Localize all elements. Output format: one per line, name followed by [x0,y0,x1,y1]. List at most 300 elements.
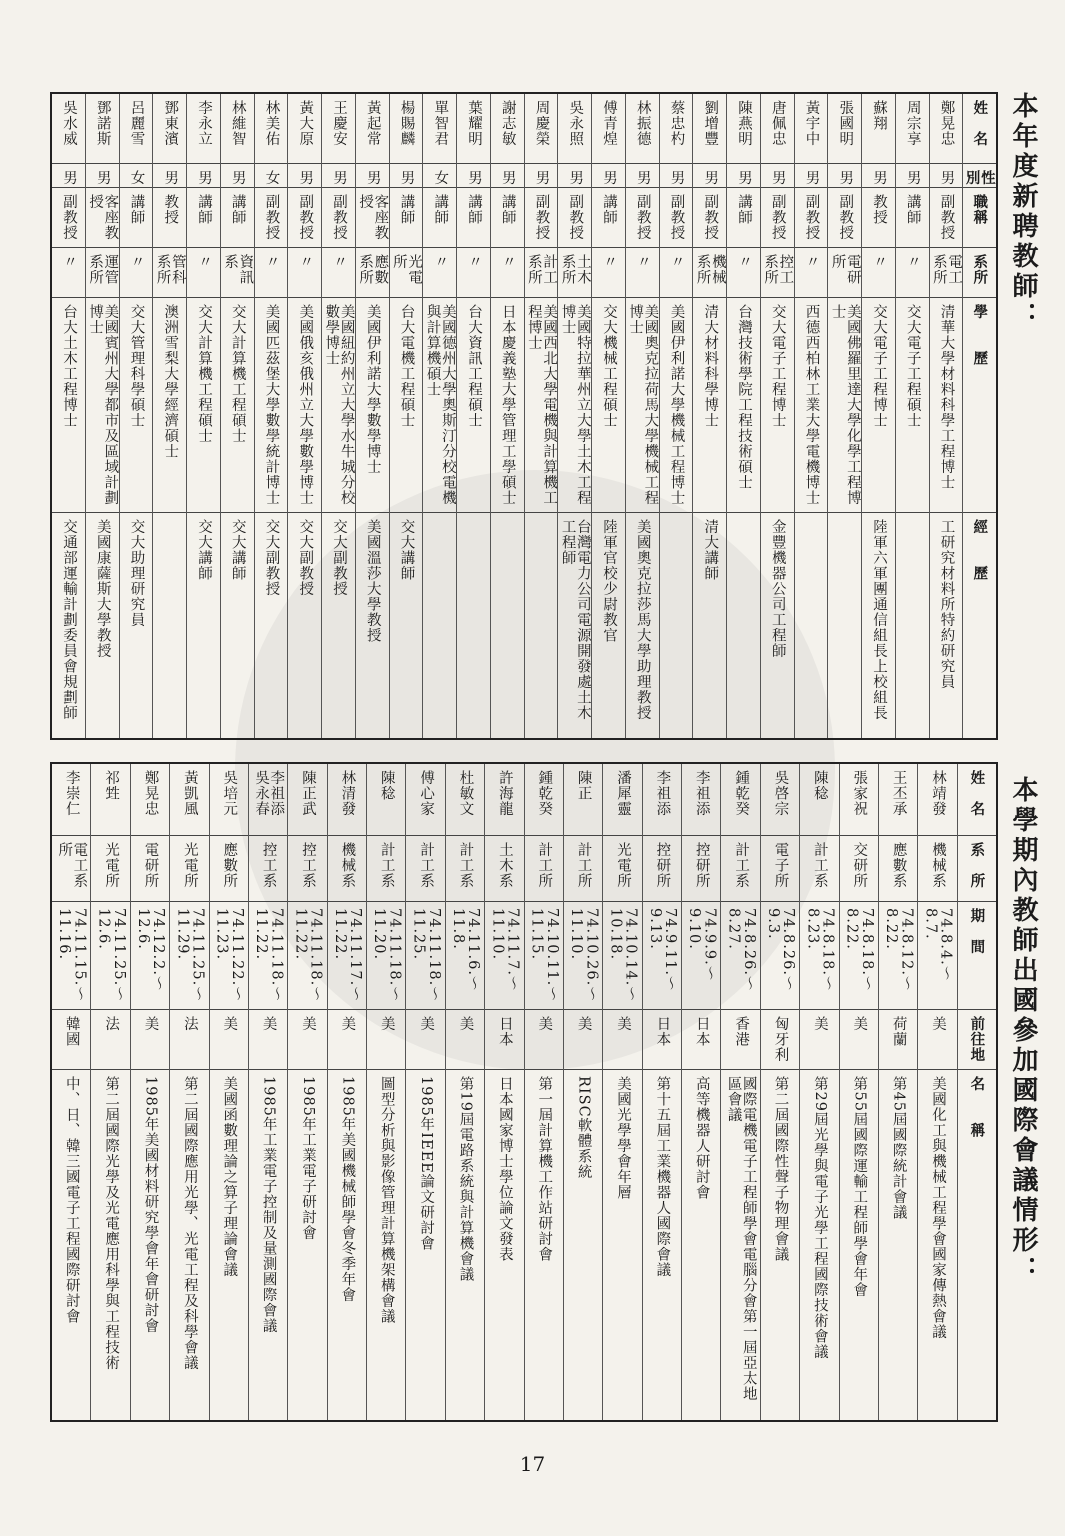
cell-gender: 男 [491,164,524,188]
cell-name: 鍾乾癸 [721,764,759,836]
cell-period: 74.10.14.～10.18. [603,902,641,1010]
header-conference: 名 稱 [968,1076,986,1138]
cell-position: 副教授 [322,188,355,248]
cell-experience [828,513,861,738]
cell-dept: 應數系所 [356,248,389,298]
faculty-row [659,94,693,738]
cell-conference: 1985年工業電子控制及量測國際會議 [260,1076,277,1334]
cell-conference: 日本國家博士學位論文發表 [496,1076,513,1262]
cell-dept: 〃 [727,248,760,298]
cell-period: 74.11.17.～11.22. [328,902,366,1010]
cell-education: 交大計算機工程碩士 [187,298,220,513]
cell-period: 74.11.25.～11.29. [170,902,208,1010]
cell-gender: 男 [930,164,963,188]
cell-name: 黃宇中 [795,94,828,164]
cell-education: 台大土木工程博士 [52,298,85,513]
cell-gender: 男 [221,164,254,188]
cell-name: 張家祝 [840,764,878,836]
faculty-row [827,94,861,738]
cell-conference: 第45屆國際統計會議 [890,1076,907,1221]
cell-position: 副教授 [761,188,794,248]
cell-dept: 應數系 [879,836,917,902]
cell-education: 美國特拉華州立大學土木工程博士 [558,298,591,513]
faculty-row [490,94,524,738]
cell-destination: 匈牙利 [761,1010,799,1070]
faculty-row [119,94,153,738]
cell-position: 副教授 [930,188,963,248]
cell-name: 黃大原 [288,94,321,164]
cell-destination: 美 [288,1010,326,1070]
conference-row [209,764,248,1420]
cell-period: 74.11.6.～11.8. [446,902,484,1010]
cell-position: 講師 [896,188,929,248]
cell-dept: 〃 [592,248,625,298]
cell-position: 副教授 [660,188,693,248]
cell-dept: 〃 [795,248,828,298]
cell-dept: 光電所 [603,836,641,902]
cell-name: 陳正 [564,764,602,836]
faculty-row [557,94,591,738]
cell-name: 李祖添 吳永春 [249,764,287,836]
cell-conference: 圖型分析與影像管理計算機架構會議 [378,1076,395,1324]
cell-destination: 美 [131,1010,169,1070]
cell-education: 美國佛羅里達大學化學工程博士 [828,298,861,513]
faculty-row [760,94,794,738]
cell-period: 74.8.26.～9.3. [761,902,799,1010]
cell-gender: 男 [322,164,355,188]
cell-experience: 交大副教授 [297,519,314,597]
cell-experience: 美國康薩斯大學教授 [94,519,111,659]
cell-conference: 1985年IEEE論文研討會 [418,1076,435,1252]
cell-dept: 機械系所 [693,248,726,298]
faculty-row [794,94,828,738]
cell-dept: 〃 [187,248,220,298]
cell-name: 王慶安 [322,94,355,164]
cell-gender: 男 [558,164,591,188]
faculty-row [287,94,321,738]
cell-experience: 交大副教授 [263,519,280,597]
cell-conference: 國際電機電子工程師學會電腦分會第一屆亞太地區會議 [725,1076,757,1402]
cell-experience: 清大講師 [702,519,719,581]
cell-name: 林美佑 [255,94,288,164]
cell-name: 蘇翔 [862,94,895,164]
cell-dept: 應數所 [210,836,248,902]
cell-position: 副教授 [288,188,321,248]
cell-dept: 電工系所 [930,248,963,298]
cell-gender: 男 [457,164,490,188]
cell-gender: 男 [862,164,895,188]
cell-education: 清大材料科學博士 [693,298,726,513]
cell-name: 王丕承 [879,764,917,836]
cell-name: 林振德 [626,94,659,164]
cell-destination: 美 [446,1010,484,1070]
cell-position: 講師 [727,188,760,248]
cell-experience: 陸軍六軍團通信組長上校組長 [870,519,887,721]
conference-title: 本學期內教師出國參加國際會議情形： [1008,776,1038,1286]
cell-dept: 〃 [288,248,321,298]
cell-dept: 機械系 [918,836,956,902]
cell-name: 黃起常 [356,94,389,164]
cell-destination: 美 [406,1010,444,1070]
cell-education: 美國奧克拉荷馬大學機械工程博士 [626,298,659,513]
cell-conference: 美國光學學會年層 [615,1076,632,1200]
cell-dept: 〃 [120,248,153,298]
cell-dept: 計工系 [367,836,405,902]
cell-gender: 男 [356,164,389,188]
faculty-row [85,94,119,738]
cell-destination: 美 [210,1010,248,1070]
cell-name: 唐佩忠 [761,94,794,164]
faculty-row [355,94,389,738]
cell-conference: 第29屆光學與電子光學工程國際技術會議 [811,1076,828,1360]
conference-row [760,764,799,1420]
cell-dept: 計工系所 [525,248,558,298]
cell-name: 鍾乾癸 [525,764,563,836]
cell-dept: 〃 [896,248,929,298]
faculty-row [152,94,186,738]
cell-experience: 工研究材料所特約研究員 [938,519,955,690]
conference-row [405,764,444,1420]
cell-education: 美國伊利諾大學機械工程博士 [660,298,693,513]
cell-education: 台灣技術學院工程技術碩士 [727,298,760,513]
cell-gender: 男 [288,164,321,188]
conference-row [52,764,90,1420]
cell-gender: 男 [660,164,693,188]
cell-position: 教授 [153,188,186,248]
conference-row [563,764,602,1420]
conference-row [445,764,484,1420]
cell-education: 西德西柏林工業大學電機博士 [795,298,828,513]
cell-name: 傅青煌 [592,94,625,164]
cell-dept: 計工系 [800,836,838,902]
cell-education: 台大資訊工程碩士 [457,298,490,513]
cell-name: 黃凱風 [170,764,208,836]
cell-name: 陳稔 [800,764,838,836]
cell-dept: 光電所 [170,836,208,902]
cell-education: 交大電子工程碩士 [896,298,929,513]
cell-position: 講師 [423,188,456,248]
cell-name: 李崇仁 [52,764,90,836]
faculty-row [321,94,355,738]
cell-dept: 〃 [322,248,355,298]
cell-dept: 〃 [255,248,288,298]
cell-period: 74.11.18.～11.22. [249,902,287,1010]
cell-education: 澳洲雪梨大學經濟碩士 [153,298,186,513]
cell-dept: 電研所 [828,248,861,298]
cell-education: 美國德州大學奧斯汀分校電機與計算機碩士 [423,298,456,513]
cell-destination: 日本 [643,1010,681,1070]
cell-period: 74.11.25.～12.6. [91,902,129,1010]
cell-destination: 香港 [721,1010,759,1070]
cell-conference: RISC軟體系統 [575,1076,592,1180]
cell-position: 副教授 [828,188,861,248]
cell-position: 副教授 [255,188,288,248]
new-faculty-title: 本年度新聘教師： [1008,92,1038,332]
conference-row [130,764,169,1420]
cell-education: 美國紐約州立大學水牛城分校數學博士 [322,298,355,513]
cell-name: 楊賜麟 [390,94,423,164]
cell-name: 許海龍 [485,764,523,836]
cell-conference: 第55屆國際運輸工程師學會年會 [851,1076,868,1298]
cell-destination: 法 [91,1010,129,1070]
cell-dept: 管科系所 [153,248,186,298]
cell-name: 鄭晃忠 [131,764,169,836]
cell-destination: 法 [170,1010,208,1070]
cell-education: 美國匹茲堡大學數學統計博士 [255,298,288,513]
cell-dept: 電工系所 [52,836,90,902]
cell-dept: 〃 [660,248,693,298]
cell-experience [153,513,186,738]
cell-period: 74.8.26.～8.27. [721,902,759,1010]
cell-dept: 計工所 [564,836,602,902]
cell-dept: 土木系 [485,836,523,902]
cell-experience: 交通部運輸計劃委員會規劃師 [60,519,77,721]
cell-period: 74.9.9.～9.10. [682,902,720,1010]
cell-gender: 男 [390,164,423,188]
cell-education: 美國俄亥俄州立大學數學博士 [288,298,321,513]
cell-experience [423,513,456,738]
cell-position: 講師 [120,188,153,248]
conference-table [50,762,998,1422]
header-gender: 性別 [963,164,996,188]
cell-name: 林清發 [328,764,366,836]
cell-experience [795,513,828,738]
cell-position: 副教授 [795,188,828,248]
cell-gender: 男 [525,164,558,188]
cell-name: 陳正武 [288,764,326,836]
conference-row [484,764,523,1420]
cell-conference: 中、日、韓三國電子工程國際研討會 [63,1076,80,1324]
cell-name: 吳啓宗 [761,764,799,836]
conference-row [602,764,641,1420]
cell-dept: 〃 [423,248,456,298]
header-dept: 系所 [963,248,996,298]
faculty-row [625,94,659,738]
cell-gender: 男 [828,164,861,188]
cell-period: 74.11.18.～11.22. [288,902,326,1010]
cell-experience: 交大講師 [195,519,212,581]
header-experience: 經 歷 [971,519,989,581]
header-destination: 前往地 [958,1010,996,1070]
cell-experience: 陸軍官校少尉教官 [600,519,617,643]
cell-position: 副教授 [626,188,659,248]
conference-row [169,764,208,1420]
cell-gender: 男 [761,164,794,188]
conference-row [287,764,326,1420]
cell-destination: 美 [800,1010,838,1070]
cell-experience: 交大助理研究員 [128,519,145,628]
conference-row [720,764,759,1420]
cell-position: 講師 [491,188,524,248]
cell-position: 副教授 [693,188,726,248]
cell-dept: 計工系 [446,836,484,902]
cell-conference: 1985年美國機械師學會冬季年會 [339,1076,356,1303]
cell-name: 葉耀明 [457,94,490,164]
cell-gender: 女 [255,164,288,188]
cell-destination: 美 [564,1010,602,1070]
cell-dept: 光電所 [91,836,129,902]
faculty-header-column [962,94,996,738]
conference-row [524,764,563,1420]
cell-name: 單智君 [423,94,456,164]
cell-conference: 1985年工業電子研討會 [300,1076,317,1241]
conference-row [642,764,681,1420]
cell-gender: 男 [52,164,85,188]
cell-name: 祁甡 [91,764,129,836]
conference-header-column [957,764,996,1420]
cell-position: 副教授 [52,188,85,248]
conference-row [799,764,838,1420]
cell-name: 鄧諾斯 [86,94,119,164]
cell-experience: 美國溫莎大學教授 [364,519,381,643]
cell-dept: 控研所 [682,836,720,902]
cell-conference: 第19屆電路系統與計算機會議 [457,1076,474,1283]
cell-destination: 美 [603,1010,641,1070]
cell-period: 74.11.7.～11.10. [485,902,523,1010]
cell-gender: 男 [795,164,828,188]
cell-name: 陳燕明 [727,94,760,164]
cell-dept: 土木系所 [558,248,591,298]
faculty-row [52,94,85,738]
cell-conference: 第十五屆工業機器人國際會議 [654,1076,671,1278]
faculty-row [422,94,456,738]
cell-dept: 控工系所 [761,248,794,298]
cell-dept: 光電所 [390,248,423,298]
cell-position: 客座教授 [86,188,119,248]
faculty-row [929,94,963,738]
cell-name: 杜敏文 [446,764,484,836]
cell-conference: 第二屆國際光學及光電應用科學與工程技術 [103,1076,120,1371]
cell-dept: 機械系 [328,836,366,902]
cell-period: 74.9.11.～9.13. [643,902,681,1010]
conference-row [327,764,366,1420]
cell-conference: 第二屆國際應用光學、光電工程及科學會議 [181,1076,198,1371]
cell-name: 周慶榮 [525,94,558,164]
header-period: 期 間 [958,902,996,1010]
page-number: 17 [519,1452,546,1476]
cell-experience [491,513,524,738]
cell-period: 74.10.26.～11.10. [564,902,602,1010]
faculty-row [389,94,423,738]
cell-dept: 〃 [457,248,490,298]
cell-name: 鄧東濱 [153,94,186,164]
cell-conference: 美國化工與機械工程學會國家傳熱會議 [930,1076,947,1340]
cell-period: 74.8.4.～8.7. [918,902,956,1010]
cell-education: 台大電機工程碩士 [390,298,423,513]
cell-gender: 女 [120,164,153,188]
cell-education: 交大機械工程碩士 [592,298,625,513]
cell-period: 74.11.18.～11.25. [406,902,444,1010]
cell-dept: 控工系 [249,836,287,902]
conference-row [681,764,720,1420]
cell-destination: 韓國 [52,1010,90,1070]
faculty-row [254,94,288,738]
cell-conference: 美國函數理論之算子理論會議 [221,1076,238,1278]
cell-position: 副教授 [525,188,558,248]
cell-conference: 第一屆計算機工作站研討會 [536,1076,553,1262]
cell-gender: 男 [693,164,726,188]
conference-row [839,764,878,1420]
cell-dept: 運管系所 [86,248,119,298]
faculty-row [591,94,625,738]
cell-name: 林靖發 [918,764,956,836]
cell-name: 謝志敏 [491,94,524,164]
cell-experience: 台灣電力公司電源開發處土木工程師 [559,519,591,721]
cell-period: 74.11.22.～11.23. [210,902,248,1010]
cell-destination: 美 [328,1010,366,1070]
cell-education: 交大管理科學碩士 [120,298,153,513]
cell-dept: 計工系 [406,836,444,902]
cell-dept: 控研所 [643,836,681,902]
cell-name: 李祖添 [643,764,681,836]
cell-conference: 第二屆國際性聲子物理會議 [772,1076,789,1262]
conference-row [878,764,917,1420]
faculty-row [895,94,929,738]
cell-experience [525,513,558,738]
cell-name: 劉增豐 [693,94,726,164]
cell-education: 交大電子工程博士 [862,298,895,513]
cell-dept: 〃 [52,248,85,298]
cell-name: 李祖添 [682,764,720,836]
cell-education: 美國西北大學電機與計算機工程博士 [525,298,558,513]
faculty-row [726,94,760,738]
conference-row [248,764,287,1420]
cell-conference: 高等機器人研討會 [693,1076,710,1200]
cell-position: 講師 [187,188,220,248]
cell-dept: 計工系 [721,836,759,902]
cell-experience: 交大副教授 [330,519,347,597]
cell-name: 傅心家 [406,764,444,836]
header-position: 職稱 [963,188,996,248]
cell-destination: 美 [367,1010,405,1070]
cell-position: 講師 [390,188,423,248]
cell-destination: 荷蘭 [879,1010,917,1070]
cell-destination: 美 [918,1010,956,1070]
faculty-row [456,94,490,738]
cell-name: 潘犀靈 [603,764,641,836]
cell-position: 客座教授 [356,188,389,248]
cell-name: 張國明 [828,94,861,164]
cell-gender: 女 [423,164,456,188]
faculty-row [692,94,726,738]
cell-experience [727,513,760,738]
cell-gender: 男 [153,164,186,188]
cell-experience [457,513,490,738]
cell-destination: 美 [249,1010,287,1070]
header-education: 學 歷 [963,298,996,513]
header-name: 姓 名 [958,764,996,836]
conference-row [366,764,405,1420]
conference-row [90,764,129,1420]
cell-name: 周宗享 [896,94,929,164]
cell-gender: 男 [896,164,929,188]
cell-gender: 男 [187,164,220,188]
cell-dept: 控工系 [288,836,326,902]
cell-gender: 男 [86,164,119,188]
cell-education: 交大電子工程博士 [761,298,794,513]
cell-name: 吳永照 [558,94,591,164]
cell-period: 74.8.12.～8.22. [879,902,917,1010]
cell-name: 蔡忠杓 [660,94,693,164]
cell-period: 74.8.18.～8.22. [840,902,878,1010]
cell-education: 美國賓州大學都市及區域計劃博士 [86,298,119,513]
header-name: 姓 名 [963,94,996,164]
cell-destination: 日本 [485,1010,523,1070]
cell-period: 74.12.2.～12.6. [131,902,169,1010]
cell-experience: 美國奧克拉莎馬大學助理教授 [634,519,651,721]
cell-period: 74.8.18.～8.23. [800,902,838,1010]
cell-education: 交大計算機工程碩士 [221,298,254,513]
